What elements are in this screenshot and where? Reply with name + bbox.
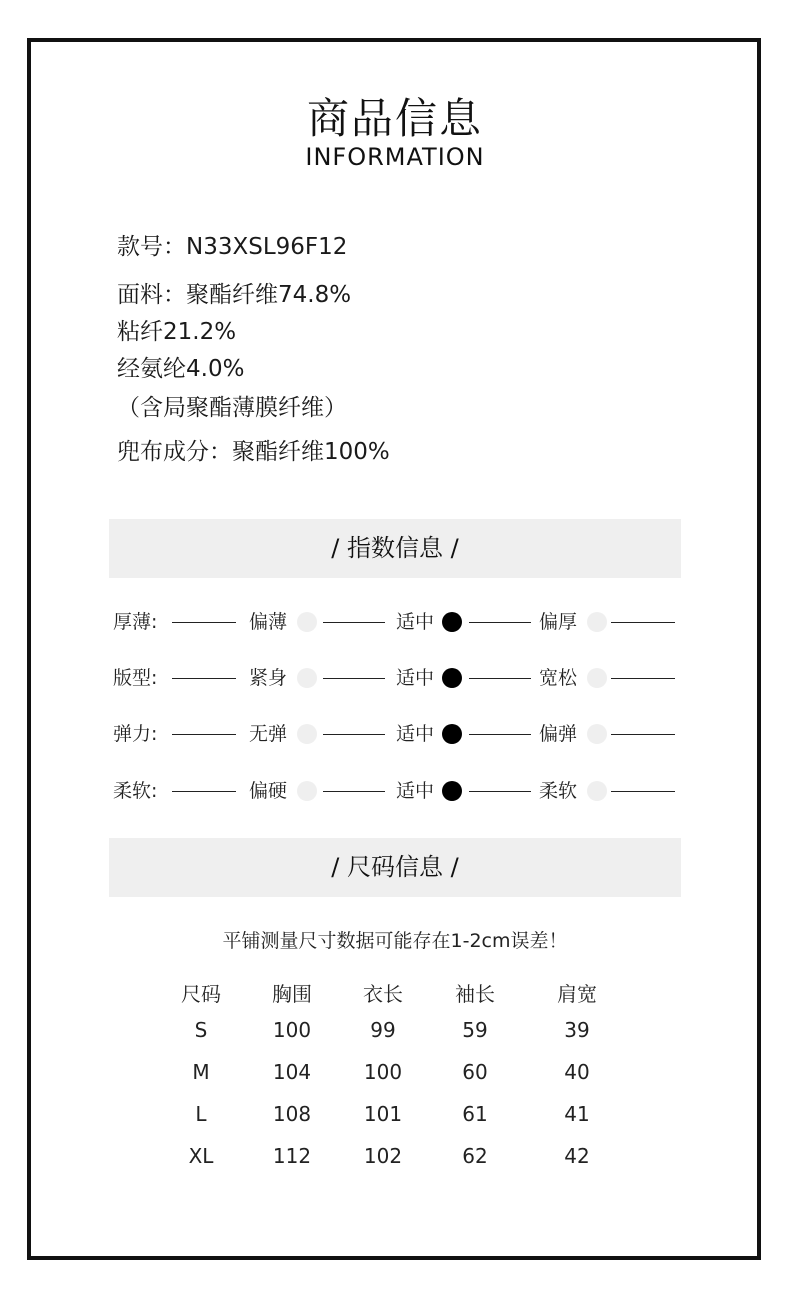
- scale-line: [469, 622, 531, 623]
- selected-dot-icon: [442, 668, 462, 688]
- index-row-label: 弹力:: [113, 723, 158, 745]
- size-table-cell: 100: [363, 1060, 403, 1084]
- index-row-label: 版型:: [113, 667, 158, 689]
- fabric-line: 面料：聚酯纤维74.8%: [117, 282, 352, 308]
- size-table-cell: 60: [462, 1060, 488, 1084]
- index-row-label: 厚薄:: [113, 611, 158, 633]
- style-number: 款号：N33XSL96F12: [117, 234, 348, 260]
- index-option-label: 适中: [396, 667, 435, 689]
- page-title: 商品信息: [306, 94, 483, 143]
- pocket-lining-composition: 兜布成分：聚酯纤维100%: [117, 439, 390, 465]
- size-table-cell: 112: [272, 1144, 312, 1168]
- index-option-label: 宽松: [539, 667, 578, 689]
- page-subtitle: INFORMATION: [305, 143, 485, 171]
- size-table-cell: 102: [363, 1144, 403, 1168]
- scale-line: [323, 791, 385, 792]
- unselected-dot-icon: [587, 781, 607, 801]
- index-option-label: 无弹: [249, 723, 288, 745]
- size-table-cell: M: [192, 1060, 210, 1084]
- size-table-cell: 40: [564, 1060, 590, 1084]
- index-row: [0, 663, 790, 693]
- selected-dot-icon: [442, 781, 462, 801]
- index-row: [0, 776, 790, 806]
- size-table-header: 衣长: [363, 982, 403, 1006]
- size-section-header: / 尺码信息 /: [109, 838, 681, 897]
- scale-line: [611, 791, 675, 792]
- size-table-header: 肩宽: [557, 982, 597, 1006]
- scale-line: [469, 791, 531, 792]
- index-section-header: / 指数信息 /: [109, 519, 681, 578]
- selected-dot-icon: [442, 724, 462, 744]
- unselected-dot-icon: [587, 668, 607, 688]
- scale-line: [323, 678, 385, 679]
- size-table-cell: 99: [370, 1018, 396, 1042]
- size-table-cell: S: [194, 1018, 208, 1042]
- size-table-cell: 101: [363, 1102, 403, 1126]
- scale-line: [172, 791, 236, 792]
- size-table-header: 胸围: [272, 982, 312, 1006]
- index-option-label: 适中: [396, 780, 435, 802]
- index-option-label: 偏薄: [249, 611, 288, 633]
- scale-line: [323, 734, 385, 735]
- fabric-line: 经氨纶4.0%: [117, 356, 245, 382]
- size-table-cell: 59: [462, 1018, 488, 1042]
- size-table-cell: XL: [188, 1144, 214, 1168]
- unselected-dot-icon: [587, 724, 607, 744]
- scale-line: [469, 734, 531, 735]
- measurement-note: 平铺测量尺寸数据可能存在1-2cm误差！: [222, 930, 568, 952]
- scale-line: [611, 678, 675, 679]
- size-table-header: 袖长: [455, 982, 495, 1006]
- unselected-dot-icon: [297, 724, 317, 744]
- selected-dot-icon: [442, 612, 462, 632]
- fabric-line: （含局聚酯薄膜纤维）: [117, 395, 347, 421]
- size-table-cell: 104: [272, 1060, 312, 1084]
- scale-line: [611, 734, 675, 735]
- size-table-cell: 61: [462, 1102, 488, 1126]
- index-option-label: 适中: [396, 611, 435, 633]
- index-option-label: 偏硬: [249, 780, 288, 802]
- size-table-header: 尺码: [181, 982, 221, 1006]
- size-table-cell: 108: [272, 1102, 312, 1126]
- index-option-label: 偏弹: [539, 723, 578, 745]
- size-table-cell: 62: [462, 1144, 488, 1168]
- fabric-line: 粘纤21.2%: [117, 319, 237, 345]
- size-table-cell: 100: [272, 1018, 312, 1042]
- scale-line: [172, 734, 236, 735]
- index-option-label: 紧身: [249, 667, 288, 689]
- index-option-label: 适中: [396, 723, 435, 745]
- size-table-cell: 42: [564, 1144, 590, 1168]
- size-table-cell: L: [195, 1102, 207, 1126]
- unselected-dot-icon: [297, 781, 317, 801]
- index-row-label: 柔软:: [113, 780, 158, 802]
- index-option-label: 柔软: [539, 780, 578, 802]
- scale-line: [172, 622, 236, 623]
- size-table-cell: 41: [564, 1102, 590, 1126]
- scale-line: [611, 622, 675, 623]
- scale-line: [323, 622, 385, 623]
- index-row: [0, 607, 790, 637]
- size-table-cell: 39: [564, 1018, 590, 1042]
- scale-line: [172, 678, 236, 679]
- unselected-dot-icon: [297, 612, 317, 632]
- scale-line: [469, 678, 531, 679]
- index-row: [0, 719, 790, 749]
- unselected-dot-icon: [297, 668, 317, 688]
- index-option-label: 偏厚: [539, 611, 578, 633]
- unselected-dot-icon: [587, 612, 607, 632]
